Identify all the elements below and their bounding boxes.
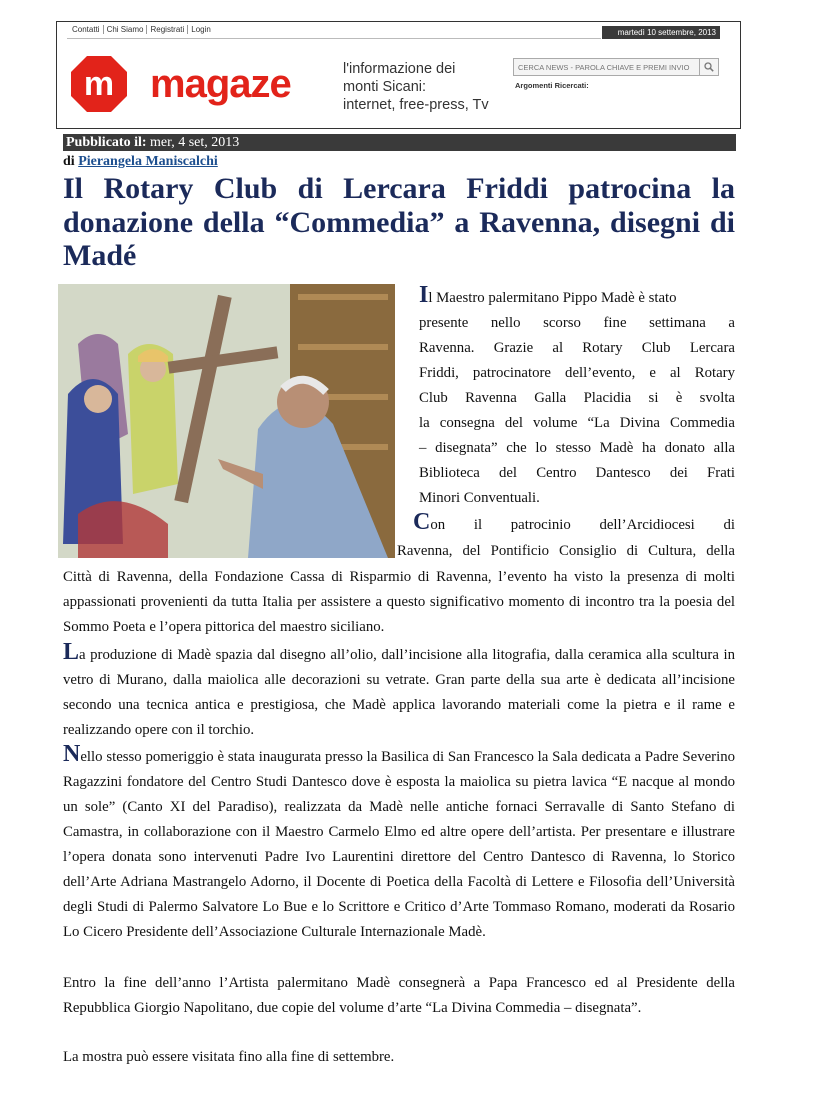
nav-login[interactable]: Login bbox=[191, 25, 211, 34]
text-line: – disegnata” che lo stesso Madè ha donato alla bbox=[419, 440, 735, 456]
paragraph-2: Città di Ravenna, della Fondazione Cassa di Risparmio di Ravenna, l’evento ha visto la presenza di molti appassionati provenienti da tutta Italia per assistere a questo significativo momento di incontro tra la poesia del Sommo Poeta e l’opera pittorica del maestro siciliano. bbox=[63, 569, 735, 635]
article-photo bbox=[58, 284, 395, 558]
author-link[interactable]: Pierangela Maniscalchi bbox=[78, 154, 218, 169]
text-line-content: l Maestro palermitano Pippo Madè è stato bbox=[428, 290, 677, 306]
search-topics-label: Argomenti Ricercati: bbox=[515, 81, 589, 90]
tagline-line: monti Sicani: bbox=[343, 79, 427, 95]
published-bar bbox=[63, 134, 736, 151]
search-box bbox=[513, 58, 719, 76]
paragraph-2-line-2: Ravenna, del Pontificio Consiglio di Cultura, della bbox=[397, 543, 735, 559]
published-label: Pubblicato il: bbox=[66, 135, 147, 150]
brand-name[interactable]: magaze bbox=[150, 62, 291, 106]
current-date: martedì 10 settembre, 2013 bbox=[602, 26, 720, 39]
paragraph-4 bbox=[63, 742, 735, 945]
paragraph-text: a produzione di Madè spazia dal disegno all’olio, dall’incisione alla litografia, dalla ceramica alla scultura in vetro di Murano, dalla maiolica alle decorazioni su vetrate. Gran parte della sua arte è dedicata all’incisione secondo una tecnica antica e prestigiosa, che Madè applica lavorando materiali come la pietra e il rame e realizzando opere con il torchio. bbox=[63, 647, 735, 738]
top-nav bbox=[69, 25, 214, 34]
nav-contatti[interactable]: Contatti bbox=[69, 25, 104, 34]
published-date: mer, 4 set, 2013 bbox=[150, 135, 240, 150]
text-line: la consegna del volume “La Divina Commedia bbox=[419, 415, 735, 431]
paragraph-5: Entro la fine dell’anno l’Artista palermitano Madè consegnerà a Papa Francesco ed al Presidente della Repubblica Giorgio Napolitano, due copie del volume d’arte “La Divina Commedia – disegnata”. bbox=[63, 975, 735, 1016]
drop-cap: C bbox=[413, 509, 431, 535]
tagline bbox=[343, 60, 513, 114]
paragraph-3 bbox=[63, 640, 735, 743]
article-title: Il Rotary Club di Lercara Friddi patrocina la donazione della “Commedia” a Ravenna, disegni di Madé bbox=[63, 172, 735, 272]
nav-registrati[interactable]: Registrati bbox=[147, 25, 188, 34]
nav-divider bbox=[67, 38, 601, 39]
logo-icon[interactable] bbox=[69, 54, 129, 114]
logo-letter: m bbox=[83, 65, 115, 103]
paragraph-2-line-1 bbox=[413, 510, 735, 538]
nav-chi-siamo[interactable]: Chi Siamo bbox=[104, 25, 148, 34]
text-line: presente nello scorso fine settimana a bbox=[419, 315, 735, 331]
byline-prefix: di bbox=[63, 154, 75, 169]
byline bbox=[63, 154, 218, 170]
paragraph-6: La mostra può essere visitata fino alla fine di settembre. bbox=[63, 1049, 395, 1065]
text-line: Biblioteca del Centro Dantesco dei Frati bbox=[419, 465, 735, 481]
text-line bbox=[419, 283, 735, 311]
search-input[interactable] bbox=[518, 60, 694, 74]
drop-cap: L bbox=[63, 639, 80, 665]
drop-cap: I bbox=[419, 282, 429, 308]
paragraph-text: ello stesso pomeriggio è stata inaugurata presso la Basilica di San Francesco la Sala dedicata a Padre Severino Ragazzini fondatore del Centro Studi Dantesco dove è esposta la maiolica su pietra lavica “E nacque al mondo un sole” (Canto XI del Paradiso), realizzata da Madè nelle antiche fornaci Serravalle di Santo Stefano di Camastra, in collaborazione con il Maestro Carmelo Elmo ed altre opere dell’artista. Per presentare e illustrare l’opera donata sono intervenuti Padre Ivo Laurentini direttore del Centro Dantesco di Ravenna, lo Storico dell’Arte Adriana Mastrangelo Adorno, il Docente di Poetica della Facoltà di Lettere e Filosofia dell’Università degli Studi di Palermo Salvatore Lo Bue e lo Scrittore e Critico d’Arte Tommaso Romano, moderati da Rosario Lo Cicero Presidente dell’Associazione Culturale Internazionale Madè. bbox=[63, 749, 735, 940]
search-button[interactable] bbox=[699, 59, 718, 75]
paragraph-1 bbox=[419, 283, 735, 511]
text-line: Friddi, patrocinatore dell’evento, e al Rotary bbox=[419, 365, 735, 381]
text-line: Ravenna. Grazie al Rotary Club Lercara bbox=[419, 340, 735, 356]
text-line-content: on il patrocinio dell’Arcidiocesi di bbox=[430, 517, 735, 533]
tagline-line: internet, free-press, Tv bbox=[343, 97, 489, 113]
search-icon bbox=[704, 62, 714, 72]
drop-cap: N bbox=[63, 741, 81, 767]
text-line: Minori Conventuali. bbox=[419, 490, 540, 506]
text-line: Club Ravenna Galla Placidia si è svolta bbox=[419, 390, 735, 406]
tagline-line: l'informazione dei bbox=[343, 61, 456, 77]
site-header bbox=[56, 21, 741, 129]
